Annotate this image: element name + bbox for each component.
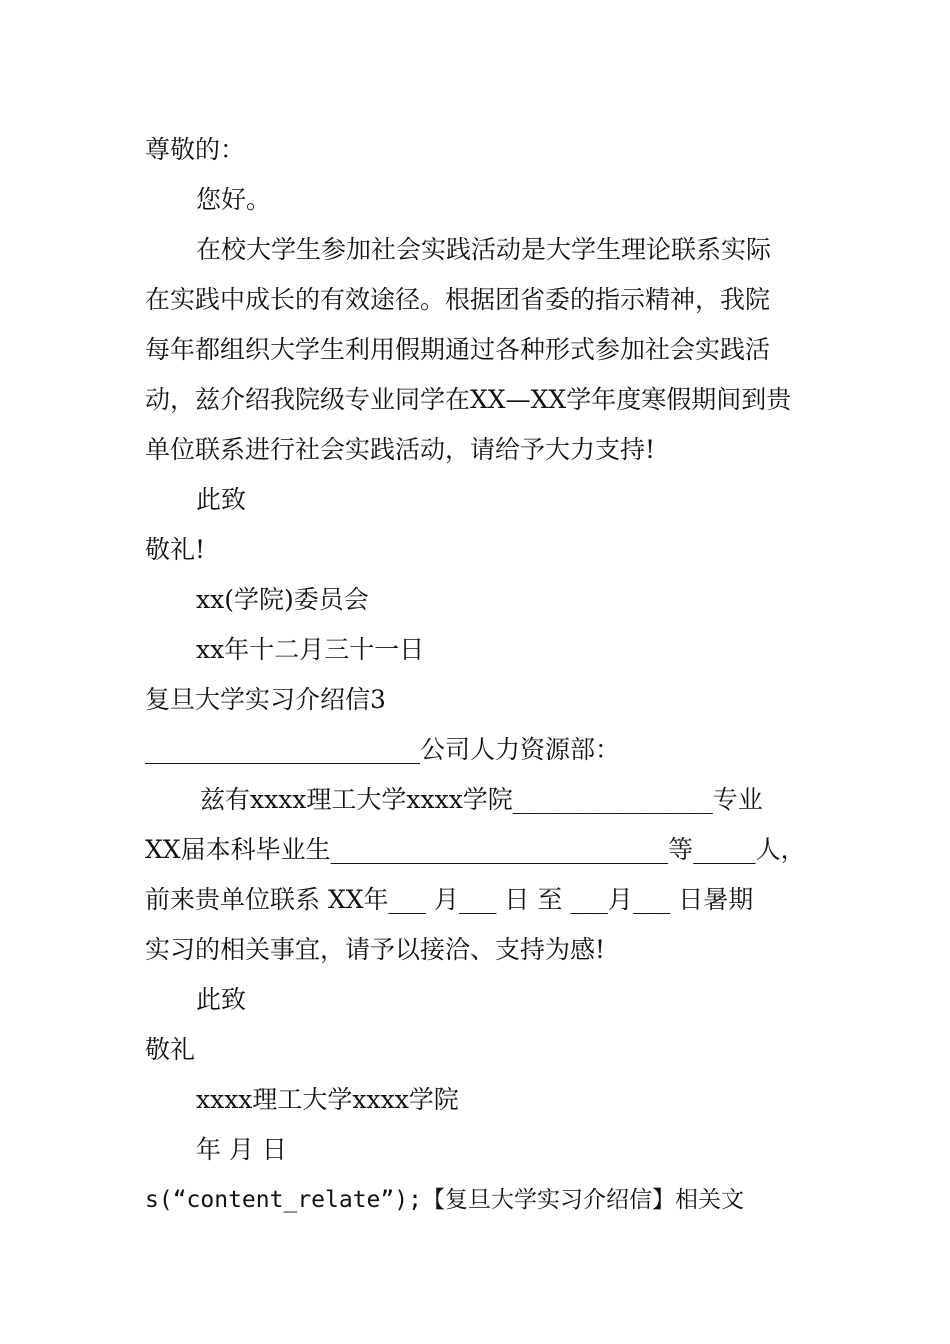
body-line: 前来贵单位联系 XX年___ 月___ 日 至 ___月___ 日暑期 bbox=[145, 885, 754, 914]
recipient-line: ______________________公司人力资源部： bbox=[145, 735, 621, 764]
body-line: XX届本科毕业生___________________________等_____人， bbox=[145, 835, 806, 864]
body-line: 实习的相关事宜，请予以接洽、支持为感! bbox=[145, 935, 606, 964]
body-line: 在实践中成长的有效途径。根据团省委的指示精神，我院 bbox=[145, 285, 771, 314]
signature: xxxx理工大学xxxx学院 bbox=[196, 1085, 459, 1114]
greeting: 您好。 bbox=[196, 185, 272, 214]
section-title: 复旦大学实习介绍信3 bbox=[145, 685, 386, 714]
body-line: 兹有xxxx理工大学xxxx学院________________专业 bbox=[200, 785, 763, 814]
date-line: 年 月 日 bbox=[196, 1135, 287, 1164]
footer-script-text: s(“content_relate”);【复旦大学实习介绍信】相关文 bbox=[145, 1187, 744, 1213]
body-line: 动，兹介绍我院级专业同学在XX—XX学年度寒假期间到贵 bbox=[145, 385, 792, 414]
closing-line: 敬礼 bbox=[145, 1035, 196, 1064]
signature: xx(学院)委员会 bbox=[196, 585, 369, 614]
closing-line: 此致 bbox=[196, 485, 247, 514]
closing-line: 此致 bbox=[196, 985, 247, 1014]
salutation: 尊敬的： bbox=[145, 135, 246, 164]
body-line: 在校大学生参加社会实践活动是大学生理论联系实际 bbox=[196, 235, 772, 264]
body-line: 每年都组织大学生利用假期通过各种形式参加社会实践活 bbox=[145, 335, 771, 364]
body-line: 单位联系进行社会实践活动，请给予大力支持! bbox=[145, 435, 656, 464]
date-line: xx年十二月三十一日 bbox=[196, 635, 425, 664]
closing-line: 敬礼! bbox=[145, 535, 206, 564]
